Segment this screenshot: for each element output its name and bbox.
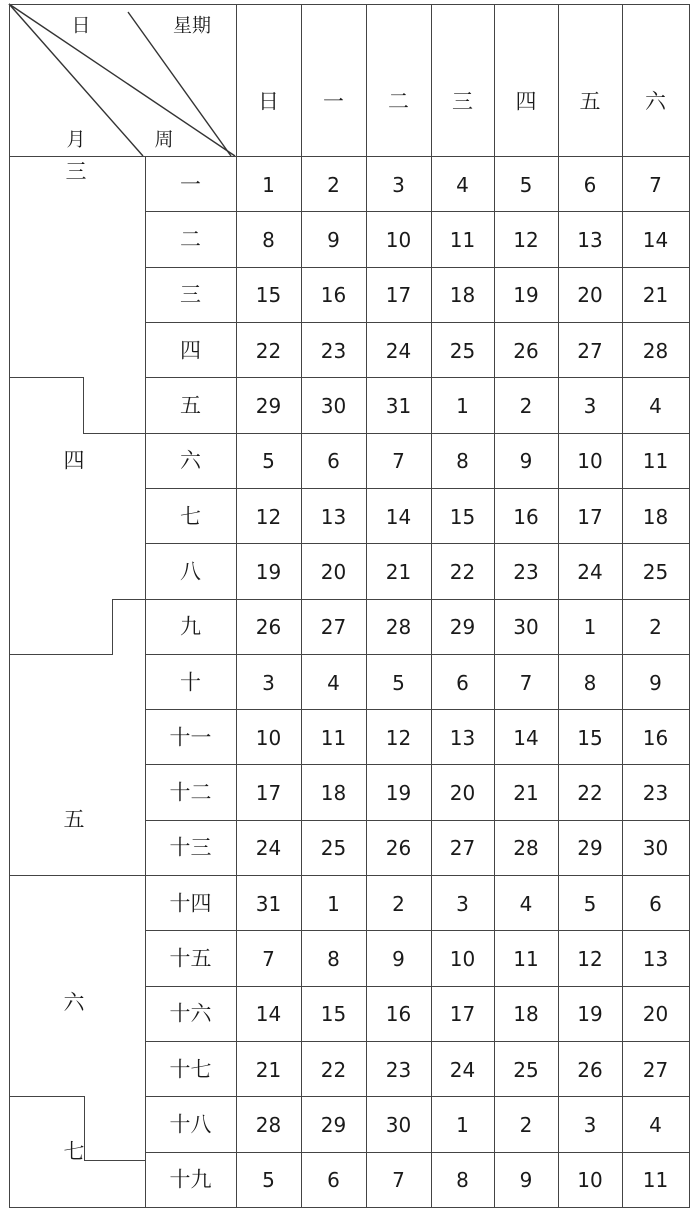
day-number-cell: 13: [449, 725, 476, 750]
day-number-cell: 22: [449, 559, 476, 584]
day-number-cell: 23: [642, 781, 669, 806]
day-number-cell: 21: [255, 1057, 282, 1082]
month-boundary-line: [84, 1160, 145, 1161]
day-number-cell: 14: [255, 1002, 282, 1027]
day-number-cell: 15: [255, 283, 282, 308]
day-number-cell: 7: [392, 449, 405, 474]
row-divider: [145, 543, 689, 544]
row-divider: [145, 488, 689, 489]
row-divider: [145, 764, 689, 765]
day-number-cell: 30: [320, 393, 347, 418]
row-divider: [145, 930, 689, 931]
row-divider: [145, 211, 689, 212]
day-number-cell: 16: [320, 283, 347, 308]
day-number-cell: 6: [327, 449, 340, 474]
row-divider: [145, 820, 689, 821]
day-number-cell: 20: [449, 781, 476, 806]
day-number-cell: 29: [577, 836, 603, 861]
column-divider: [301, 4, 302, 1207]
corner-label-week: 周: [154, 128, 174, 151]
column-divider: [431, 4, 432, 1207]
row-divider: [145, 433, 689, 434]
day-number-cell: 31: [385, 393, 412, 418]
day-number-cell: 1: [262, 172, 275, 197]
day-number-cell: 7: [392, 1168, 405, 1193]
table-border-top: [9, 4, 689, 5]
day-number-cell: 16: [513, 504, 539, 529]
week-label: 十四: [169, 891, 212, 916]
week-label: 七: [180, 504, 201, 529]
month-boundary-line: [9, 1096, 84, 1097]
corner-label-month: 月: [66, 128, 86, 151]
day-number-cell: 6: [456, 670, 469, 695]
day-number-cell: 20: [320, 559, 347, 584]
column-divider: [558, 4, 559, 1207]
day-number-cell: 26: [513, 338, 539, 363]
week-label: 十: [180, 670, 201, 694]
day-number-cell: 3: [583, 1113, 597, 1138]
month-label: 六: [63, 990, 85, 1015]
day-number-cell: 29: [255, 393, 282, 418]
week-label: 十八: [169, 1112, 212, 1137]
day-number-cell: 2: [519, 393, 533, 418]
day-number-cell: 15: [449, 504, 476, 529]
day-number-cell: 15: [577, 725, 603, 750]
day-number-cell: 8: [262, 227, 275, 252]
day-number-cell: 16: [642, 725, 669, 750]
day-number-cell: 5: [519, 172, 533, 197]
day-number-cell: 10: [255, 725, 282, 750]
row-divider: [145, 267, 689, 268]
row-divider: [145, 1041, 689, 1042]
week-label: 十二: [169, 780, 212, 805]
table-border-bottom: [9, 1207, 690, 1208]
month-label: 四: [63, 448, 85, 473]
day-number-cell: 30: [385, 1113, 412, 1138]
day-number-cell: 3: [392, 172, 405, 197]
month-boundary-line: [112, 599, 113, 654]
column-divider: [494, 4, 495, 1207]
day-number-cell: 19: [385, 781, 412, 806]
corner-label-day: 日: [71, 14, 91, 37]
day-number-cell: 21: [513, 781, 539, 806]
day-number-cell: 19: [513, 283, 539, 308]
day-number-cell: 15: [320, 1002, 347, 1027]
day-number-cell: 4: [649, 393, 662, 418]
day-number-cell: 11: [449, 227, 476, 252]
weekday-header: 二: [388, 89, 409, 114]
day-number-cell: 19: [577, 1002, 603, 1027]
day-number-cell: 17: [255, 781, 282, 806]
table-border-left: [9, 4, 10, 1207]
day-number-cell: 28: [255, 1113, 282, 1138]
day-number-cell: 18: [320, 781, 347, 806]
day-number-cell: 10: [577, 449, 603, 474]
week-column-left-border: [145, 156, 146, 1207]
day-number-cell: 5: [583, 891, 597, 916]
day-number-cell: 14: [385, 504, 412, 529]
day-number-cell: 6: [327, 1168, 340, 1193]
week-label: 十三: [169, 835, 212, 860]
day-number-cell: 17: [385, 283, 412, 308]
column-divider: [366, 4, 367, 1207]
week-label: 一: [180, 172, 201, 197]
row-divider: [145, 599, 689, 600]
month-boundary-line: [83, 377, 84, 433]
day-number-cell: 8: [583, 670, 597, 695]
day-number-cell: 4: [327, 670, 340, 695]
day-number-cell: 31: [255, 891, 282, 916]
day-number-cell: 17: [577, 504, 603, 529]
day-number-cell: 18: [449, 283, 476, 308]
day-number-cell: 2: [327, 172, 340, 197]
day-number-cell: 5: [392, 670, 405, 695]
day-number-cell: 25: [642, 559, 669, 584]
day-number-cell: 18: [642, 504, 669, 529]
row-divider: [145, 1096, 689, 1097]
day-number-cell: 23: [385, 1057, 412, 1082]
week-label: 五: [180, 393, 201, 418]
table-border-right: [689, 4, 690, 1207]
day-number-cell: 1: [327, 891, 340, 916]
week-label: 六: [180, 448, 201, 473]
month-label: 三: [65, 159, 87, 184]
day-number-cell: 1: [456, 393, 469, 418]
day-number-cell: 24: [385, 338, 412, 363]
week-label: 十五: [169, 946, 212, 971]
day-number-cell: 30: [513, 615, 539, 640]
weekday-header: 六: [645, 89, 666, 114]
day-number-cell: 7: [519, 670, 533, 695]
day-number-cell: 10: [577, 1168, 603, 1193]
day-number-cell: 22: [320, 1057, 347, 1082]
day-number-cell: 24: [255, 836, 282, 861]
day-number-cell: 30: [642, 836, 669, 861]
week-label: 十一: [169, 725, 212, 750]
weekday-header: 三: [452, 89, 473, 114]
day-number-cell: 4: [649, 1113, 662, 1138]
day-number-cell: 28: [642, 338, 669, 363]
day-number-cell: 6: [649, 891, 662, 916]
day-number-cell: 8: [456, 449, 469, 474]
day-number-cell: 9: [392, 947, 405, 972]
day-number-cell: 25: [513, 1057, 539, 1082]
day-number-cell: 16: [385, 1002, 412, 1027]
day-number-cell: 13: [642, 947, 669, 972]
day-number-cell: 27: [642, 1057, 669, 1082]
day-number-cell: 19: [255, 559, 282, 584]
day-number-cell: 23: [320, 338, 347, 363]
month-label: 五: [63, 807, 85, 832]
day-number-cell: 5: [262, 1168, 275, 1193]
month-label: 七: [63, 1139, 85, 1164]
header-bottom-line: [9, 156, 689, 157]
day-number-cell: 18: [513, 1002, 539, 1027]
row-divider: [145, 986, 689, 987]
day-number-cell: 6: [583, 172, 597, 197]
day-number-cell: 9: [649, 670, 662, 695]
corner-label-weekday: 星期: [172, 14, 212, 37]
week-label: 二: [180, 227, 201, 252]
day-number-cell: 4: [456, 172, 469, 197]
day-number-cell: 10: [449, 947, 476, 972]
day-number-cell: 9: [519, 449, 533, 474]
day-number-cell: 1: [456, 1113, 469, 1138]
day-number-cell: 1: [583, 615, 597, 640]
month-boundary-line: [83, 433, 145, 434]
day-number-cell: 28: [385, 615, 412, 640]
month-boundary-line: [9, 377, 83, 378]
row-divider: [145, 654, 689, 655]
row-divider: [145, 322, 689, 323]
day-number-cell: 12: [513, 227, 539, 252]
day-number-cell: 13: [320, 504, 347, 529]
day-number-cell: 26: [385, 836, 412, 861]
day-number-cell: 25: [320, 836, 347, 861]
day-number-cell: 28: [513, 836, 539, 861]
column-divider: [236, 4, 237, 1207]
day-number-cell: 13: [577, 227, 603, 252]
day-number-cell: 3: [262, 670, 275, 695]
day-number-cell: 22: [255, 338, 282, 363]
day-number-cell: 11: [320, 725, 347, 750]
row-divider: [145, 377, 689, 378]
day-number-cell: 7: [649, 172, 662, 197]
week-label: 三: [180, 282, 201, 307]
day-number-cell: 20: [577, 283, 603, 308]
day-number-cell: 2: [392, 891, 405, 916]
day-number-cell: 8: [327, 947, 340, 972]
day-number-cell: 11: [513, 947, 539, 972]
day-number-cell: 3: [456, 891, 469, 916]
month-boundary-line: [9, 875, 145, 876]
day-number-cell: 11: [642, 449, 669, 474]
day-number-cell: 27: [320, 615, 347, 640]
day-number-cell: 24: [449, 1057, 476, 1082]
day-number-cell: 21: [642, 283, 669, 308]
day-number-cell: 2: [649, 615, 662, 640]
day-number-cell: 12: [385, 725, 412, 750]
month-boundary-line: [9, 654, 113, 655]
day-number-cell: 14: [642, 227, 669, 252]
row-divider: [145, 709, 689, 710]
week-label: 十六: [169, 1001, 212, 1026]
day-number-cell: 29: [449, 615, 476, 640]
day-number-cell: 9: [519, 1168, 533, 1193]
weekday-header: 四: [515, 89, 537, 114]
day-number-cell: 5: [262, 449, 275, 474]
row-divider: [145, 1152, 689, 1153]
day-number-cell: 22: [577, 781, 603, 806]
weekday-header: 日: [258, 89, 279, 114]
day-number-cell: 9: [327, 227, 340, 252]
day-number-cell: 7: [262, 947, 275, 972]
day-number-cell: 23: [513, 559, 539, 584]
day-number-cell: 25: [449, 338, 476, 363]
day-number-cell: 8: [456, 1168, 469, 1193]
day-number-cell: 26: [255, 615, 282, 640]
day-number-cell: 4: [519, 891, 533, 916]
month-boundary-line: [112, 599, 145, 600]
day-number-cell: 27: [577, 338, 603, 363]
day-number-cell: 24: [577, 559, 603, 584]
week-label: 十九: [169, 1167, 212, 1192]
day-number-cell: 11: [642, 1168, 669, 1193]
day-number-cell: 3: [583, 393, 597, 418]
week-label: 八: [180, 559, 201, 584]
weekday-header: 一: [323, 89, 344, 114]
column-divider: [622, 4, 623, 1207]
week-label: 十七: [169, 1057, 212, 1082]
day-number-cell: 10: [385, 227, 412, 252]
day-number-cell: 17: [449, 1002, 476, 1027]
day-number-cell: 2: [519, 1113, 533, 1138]
row-divider: [145, 875, 689, 876]
week-label: 九: [180, 614, 201, 639]
day-number-cell: 21: [385, 559, 412, 584]
day-number-cell: 27: [449, 836, 476, 861]
day-number-cell: 14: [513, 725, 539, 750]
day-number-cell: 26: [577, 1057, 603, 1082]
day-number-cell: 12: [577, 947, 603, 972]
day-number-cell: 12: [255, 504, 282, 529]
weekday-header: 五: [579, 89, 601, 114]
week-label: 四: [180, 338, 201, 363]
day-number-cell: 20: [642, 1002, 669, 1027]
day-number-cell: 29: [320, 1113, 347, 1138]
